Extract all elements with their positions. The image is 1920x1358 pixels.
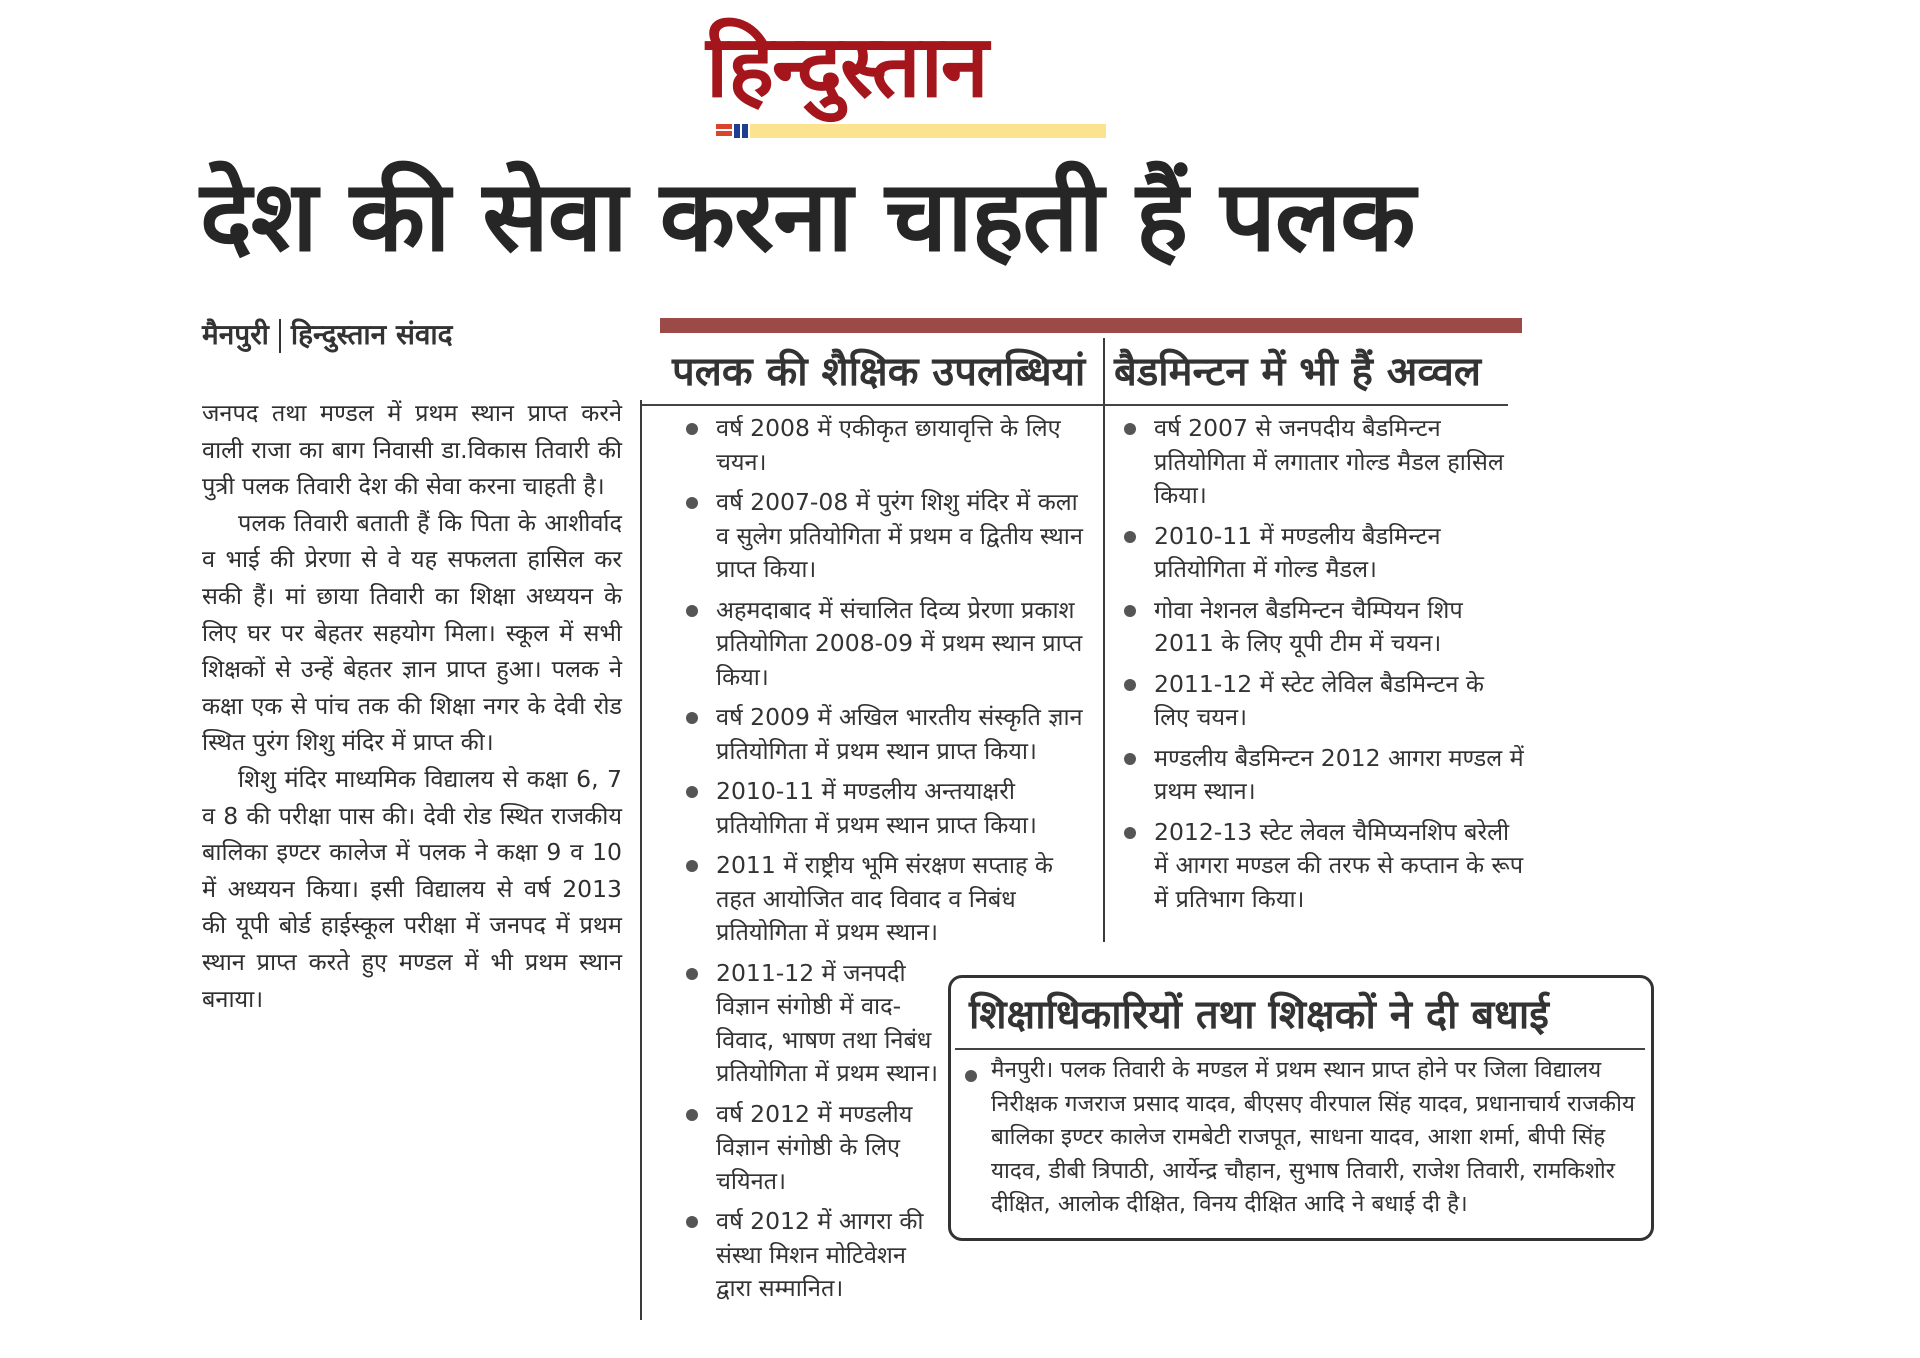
dateline-source: हिन्दुस्तान संवाद (290, 318, 453, 351)
list-item (686, 1205, 946, 1306)
newspaper-masthead (706, 17, 1106, 142)
bullet-icon (686, 786, 698, 798)
article-headline: देश की सेवा करना चाहती हैं पलक (200, 160, 1415, 274)
section-band (660, 318, 1522, 333)
masthead-accent-blue (742, 124, 748, 138)
bullet-icon (686, 1216, 698, 1228)
dateline-separator (279, 319, 281, 353)
list-item (686, 957, 946, 1091)
masthead-underline-bar (750, 124, 1106, 138)
list-item (1124, 594, 1524, 661)
list-item (1124, 412, 1524, 513)
list-item-text: 2012-13 स्टेट लेवल चैमिप्यनशिप बरेली में आगरा मण्डल की तरफ से कप्तान के रूप में प्रतिभाग किया। (1154, 817, 1524, 913)
list-item (1124, 742, 1524, 809)
list-item-text: वर्ष 2007-08 में पुरंग शिशु मंदिर में कला व सुलेग प्रतियोगिता में प्रथम व द्वितीय स्थान प्राप्त किया। (716, 488, 1083, 583)
bullet-icon (686, 497, 698, 509)
list-item-text: 2011 में राष्ट्रीय भूमि संरक्षण सप्ताह के तहत आयोजित वाद विवाद व निबंध प्रतियोगिता में प्रथम स्थान। (716, 851, 1053, 946)
bullet-icon (686, 605, 698, 617)
bullet-icon (1124, 679, 1136, 691)
body-paragraph: जनपद तथा मण्डल में प्रथम स्थान प्राप्त करने वाली राजा का बाग निवासी डा.विकास तिवारी की पुत्री पलक तिवारी देश की सेवा करना चाहती है। (202, 399, 622, 501)
section-rule (642, 404, 1104, 406)
masthead-accent-blue (734, 124, 740, 138)
list-item (686, 1098, 946, 1199)
section-rule (955, 1048, 1645, 1050)
list-item (686, 849, 1092, 950)
list-item-text: 2011-12 में जनपदी विज्ञान संगोष्ठी में वाद-विवाद, भाषण तथा निबंध प्रतियोगिता में प्रथम स्थान। (716, 958, 938, 1087)
list-item (686, 701, 1092, 768)
list-item-text: 2010-11 में मण्डलीय अन्तयाक्षरी प्रतियोगिता में प्रथम स्थान प्राप्त किया। (716, 777, 1037, 839)
bullet-icon (1124, 605, 1136, 617)
section-rule (1104, 404, 1508, 406)
list-item (1124, 668, 1524, 735)
bullet-icon (686, 968, 698, 980)
masthead-accent-red (716, 131, 732, 136)
bullet-icon (965, 1070, 977, 1082)
bullet-icon (1124, 753, 1136, 765)
dateline-place: मैनपुरी (202, 318, 269, 351)
column-divider (1103, 338, 1105, 942)
list-item-text: वर्ष 2009 में अखिल भारतीय संस्कृति ज्ञान प्रतियोगिता में प्रथम स्थान प्राप्त किया। (716, 703, 1083, 765)
bullet-icon (686, 1109, 698, 1121)
bullet-icon (686, 423, 698, 435)
body-paragraph: शिशु मंदिर माध्यमिक विद्यालय से कक्षा 6, 7 व 8 की परीक्षा पास की। देवी रोड स्थित राजकीय बालिका इण्टर कालेज में पलक ने कक्षा 9 व 10 में अध्ययन किया। इसी विद्यालय से वर्ष 2013 की यूपी बोर्ड हाईस्कूल परीक्षा में जनपद में प्रथम स्थान प्राप्त करते हुए मण्डल में भी प्रथम स्थान बनाया। (202, 764, 622, 1013)
congratulations-heading: शिक्षाधिकारियों तथा शिक्षकों ने दी बधाई (969, 992, 1549, 1038)
list-item (686, 412, 1092, 479)
congratulations-text: मैनपुरी। पलक तिवारी के मण्डल में प्रथम स्थान प्राप्त होने पर जिला विद्यालय निरीक्षक गजराज प्रसाद यादव, बीएसए वीरपाल सिंह यादव, प्रधानाचार्य राजकीय बालिका इण्टर कालेज रामबेटी राजपूत, साधना यादव, आशा शर्मा, बीपी सिंह यादव, डीबी त्रिपाठी, आर्येन्द्र चौहान, सुभाष तिवारी, राजेश तिवारी, रामकिशोर दीक्षित, आलोक दीक्षित, विनय दीक्षित आदि ने बधाई दी है। (991, 1057, 1635, 1217)
bullet-icon (1124, 423, 1136, 435)
list-item-text: मण्डलीय बैडमिन्टन 2012 आगरा मण्डल में प्रथम स्थान। (1154, 743, 1524, 805)
list-item-text: 2011-12 में स्टेट लेविल बैडमिन्टन के लिए चयन। (1154, 669, 1484, 731)
masthead-accent-red (716, 124, 732, 129)
list-item-text: अहमदाबाद में संचालित दिव्य प्रेरणा प्रकाश प्रतियोगिता 2008-09 में प्रथम स्थान प्राप्त किया। (716, 595, 1083, 691)
list-item-text: वर्ष 2012 में मण्डलीय विज्ञान संगोष्ठी के लिए चयिनत। (716, 1099, 913, 1195)
body-paragraph: पलक तिवारी बताती हैं कि पिता के आशीर्वाद व भाई की प्रेरणा से वे यह सफलता हासिल कर सकी हैं। मां छाया तिवारी का शिक्षा अध्ययन के लिए घर पर बेहतर सहयोग मिला। स्कूल में सभी शिक्षकों से उन्हें बेहतर ज्ञान प्राप्त हुआ। पलक ने कक्षा एक से पांच तक की शिक्षा नगर के देवी रोड स्थित पुरंग शिशु मंदिर में प्राप्त की। (202, 508, 622, 757)
academic-heading: पलक की शैक्षिक उपलब्धियां (672, 349, 1086, 395)
article-body (202, 395, 622, 1017)
bullet-icon (686, 712, 698, 724)
badminton-heading: बैडमिन्टन में भी हैं अव्वल (1114, 349, 1481, 395)
list-item (686, 775, 1092, 842)
list-item (1124, 816, 1524, 917)
bullet-icon (1124, 531, 1136, 543)
bullet-icon (686, 860, 698, 872)
list-item-text: 2010-11 में मण्डलीय बैडमिन्टन प्रतियोगिता में गोल्ड मैडल। (1154, 521, 1441, 583)
masthead-logo: हिन्दुस्तान (706, 17, 987, 117)
list-item-text: वर्ष 2012 में आगरा की संस्था मिशन मोटिवेशन द्वारा सम्मानित। (716, 1207, 924, 1302)
list-item (686, 594, 1092, 695)
list-item-text: वर्ष 2008 में एकीकृत छायावृत्ति के लिए चयन। (716, 414, 1061, 476)
column-divider (640, 400, 642, 1320)
list-item (686, 486, 1092, 587)
list-item-text: वर्ष 2007 से जनपदीय बैडमिन्टन प्रतियोगिता में लगातार गोल्ड मैडल हासिल किया। (1154, 414, 1504, 509)
list-item-text: गोवा नेशनल बैडमिन्टन चैम्पियन शिप 2011 के लिए यूपी टीम में चयन। (1154, 595, 1463, 657)
dateline (202, 315, 453, 353)
list-item (1124, 520, 1524, 587)
badminton-achievements (1124, 412, 1524, 923)
congratulations-box (948, 975, 1654, 1241)
bullet-icon (1124, 827, 1136, 839)
badminton-list (1124, 412, 1524, 916)
